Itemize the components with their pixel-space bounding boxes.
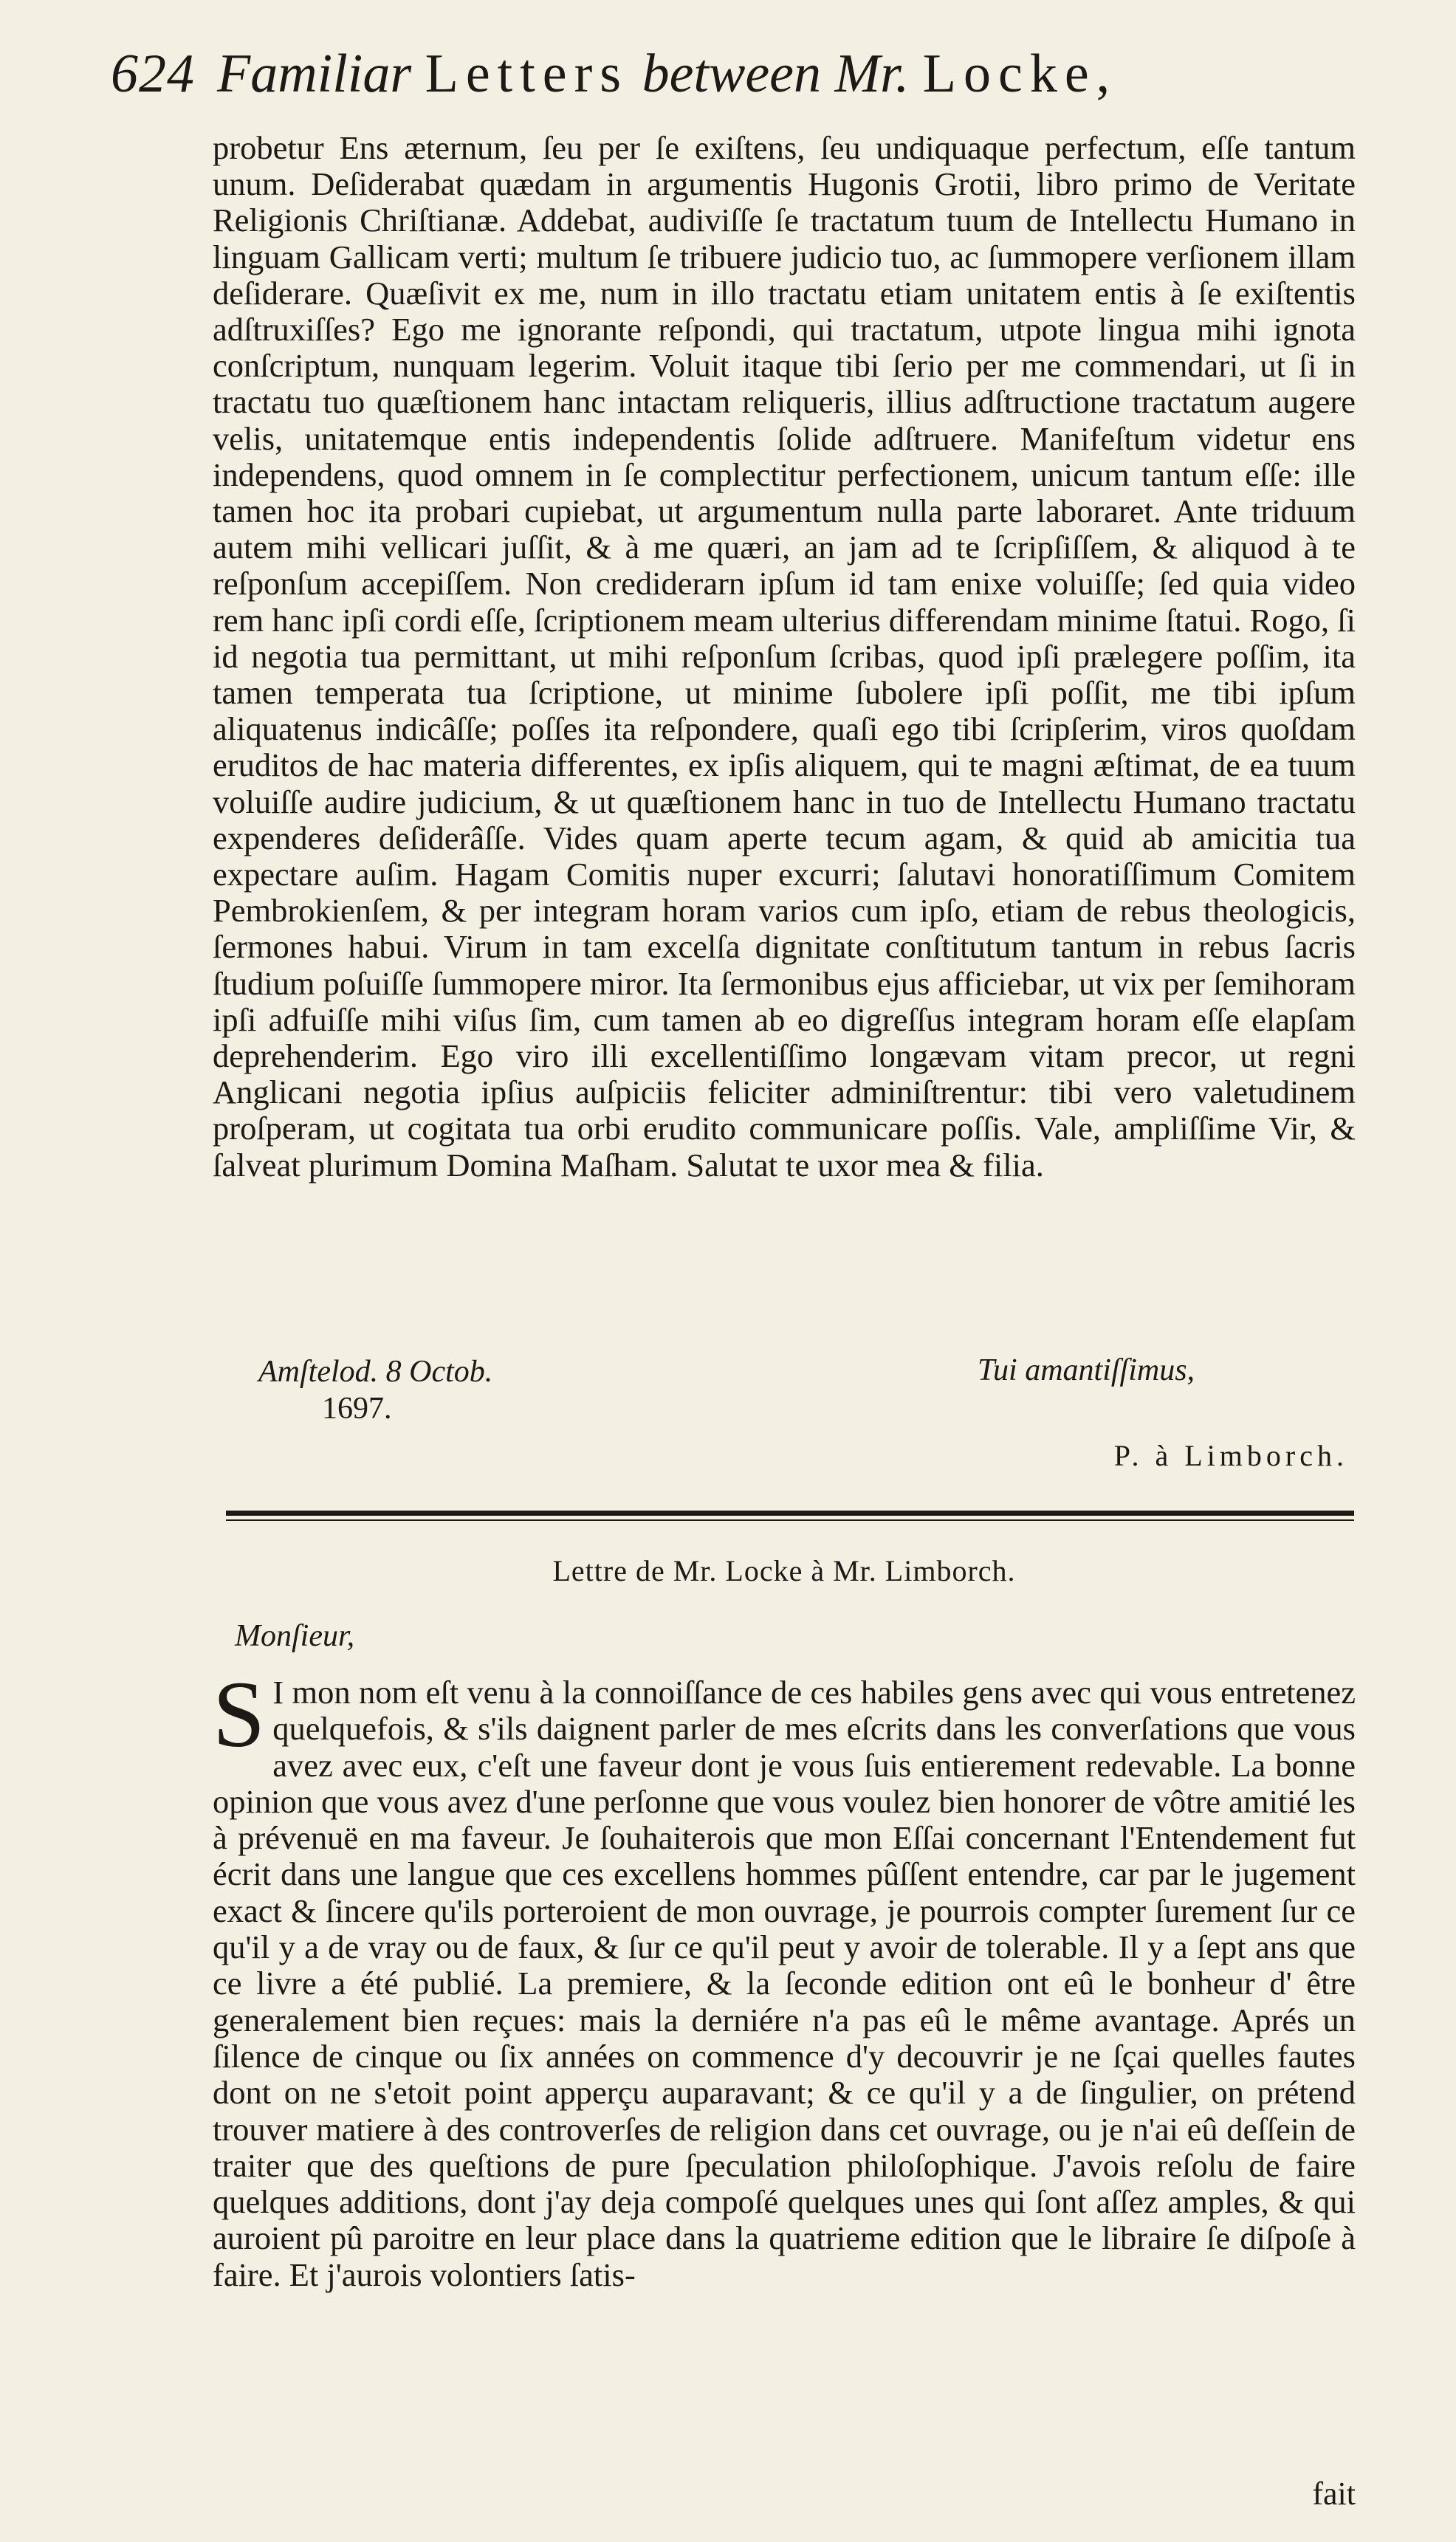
place-date: Amſtelod. 8 Octob. [258,1355,493,1389]
valediction: Tui amantiſſimus, [978,1353,1195,1387]
latin-letter-text: probetur Ens æternum, ſeu per ſe exiſtens, ſeu undiquaque perfectum, eſſe tantum unum. Deſiderabat quædam in argumentis Hugonis Grotii, libro primo de Veritate Religionis Chriſtianæ. Addebat, audiviſſe ſe tractatum tuum de Intellectu Humano in linguam Gallicam verti; multum ſe tribuere judicio tuo, ac ſummopere verſionem illam deſiderare. Quæſivit ex me, num in illo tractatu etiam unitatem entis à ſe exiſtentis adſtruxiſſes? Ego me ignorante reſpondi, qui tractatum, utpote lingua mihi ignota conſcriptum, nunquam legerim. Voluit itaque tibi ſerio per me commendari, ut ſi in tractatu tuo quæſtionem hanc intactam reliqueris, illius adſtructione tractatum augere velis, unitatemque entis independentis ſolide adſtruere. Manifeſtum videtur ens independens, quod omnem in ſe complectitur perfectionem, unicum tantum eſſe: ille tamen hoc ita probari cupiebat, ut argumentum nulla parte laboraret. Ante triduum autem mihi vellicari juſſit, & à me quæri, an jam ad te ſcripſiſſem, & aliquod à te reſponſum accepiſſem. Non crediderarn ipſum id tam enixe voluiſſe; ſed quia video rem hanc ipſi cordi eſſe, ſcriptionem meam ulterius differendam minime ſtatui. Rogo, ſi id negotia tua permittant, ut mihi reſponſum ſcribas, quod ipſi prælegere poſſim, ita tamen temperata tua ſcriptione, ut minime ſubolere ipſi poſſit, me tibi ipſum aliquatenus indicâſſe; poſſes ita reſpondere, quaſi ego tibi ſcripſerim, viros quoſdam eruditos de hac materia differentes, ex ipſis aliquem, qui te magni æſtimat, de ea tuum voluiſſe audire judicium, & ut quæſtionem hanc in tuo de Intellectu Humano tractatu expenderes deſiderâſſe. Vides quam aperte tecum agam, & quid ab amicitia tua expectare auſim. Hagam Comitis nuper excurri; ſalutavi honoratiſſimum Comitem Pembrokienſem, & per integram horam varios cum ipſo, etiam de rebus theologicis, ſermones habui. Virum in tam excelſa dignitate conſtitutum tantum in rebus ſacris ſtudium poſuiſſe ſummopere miror. Ita ſermonibus ejus afficiebar, ut vix per ſemihoram ipſi adfuiſſe mihi viſus ſim, cum tamen ab eo digreſſus integram horam eſſe elapſam deprehenderim. Ego viro illi excellentiſſimo longævam vitam precor, ut regni Anglicani negotia ipſius auſpiciis feliciter adminiſtrentur: tibi vero valetudinem proſperam, ut cogitata tua orbi erudito communicare poſſis. Vale, ampliſſime Vir, & ſalveat plurimum Domina Maſham. Salutat te uxor mea & filia. [213,129,1356,1184]
section-divider-thick [226,1511,1354,1516]
running-head [111,43,1366,124]
running-title-between: between [642,44,822,104]
running-title-letters: Letters [425,44,629,104]
signatory: P. à Limborch. [1113,1439,1348,1472]
french-letter-heading: Lettre de Mr. Locke à Mr. Limborch. [552,1554,1016,1587]
section-divider-thin [226,1519,1354,1521]
french-letter-text: I mon nom eſt venu à la connoiſſance de ces habiles gens avec qui vous entretenez quelquefois, & s'ils daignent parler de mes eſcrits dans les converſations que vous avez avec eux, c'eſt une faveur dont je vous ſuis entierement redevable. La bonne opinion que vous avez d'une perſonne que vous voulez bien honorer de vôtre amitié les à prévenuë en ma faveur. Je ſouhaiterois que mon Eſſai concernant l'Entendement fut écrit dans une langue que ces excellens hommes pûſſent entendre, car par le jugement exact & ſincere qu'ils porteroient de mon ouvrage, je pourrois compter ſurement ſur ce qu'il y a de vray ou de faux, & ſur ce qu'il peut y avoir de tolerable. Il y a ſept ans que ce livre a été publié. La premiere, & la ſeconde edition ont eû le bonheur d' être generalement bien reçues: mais la derniére n'a pas eû le même avantage. Aprés un ſilence de cinque ou ſix années on commence d'y decouvrir je ne ſçai quelles fautes dont on ne s'etoit point apperçu auparavant; & ce qu'il y a de ſingulier, on prétend trouver matiere à des controverſes de religion dans cet ouvrage, ou je n'ai eû deſſein de traiter que des queſtions de pure ſpeculation philoſophique. J'avois reſolu de faire quelques additions, dont j'ay deja compoſé quelques unes qui ſont aſſez amples, & qui auroient pû paroitre en leur place dans la quatrieme edition que le libraire ſe diſpoſe à faire. Et j'aurois volontiers ſatis- [213,1674,1356,2293]
drop-cap: S [213,1662,266,1767]
running-title-mr: Mr. [834,44,910,104]
latin-letter-closing [213,1353,1356,1485]
french-letter-body [213,1662,1356,2293]
french-letter-paragraph [213,1662,1356,2293]
running-title-locke: Locke, [922,44,1118,104]
page-number: 624 [111,44,195,104]
running-title-familiar: Familiar [217,44,412,104]
latin-letter-body [213,130,1356,1184]
salutation: Monſieur, [235,1619,355,1653]
running-title [217,44,1117,104]
catchword: fait [1312,2476,1356,2512]
letter-year: 1697. [322,1392,392,1426]
